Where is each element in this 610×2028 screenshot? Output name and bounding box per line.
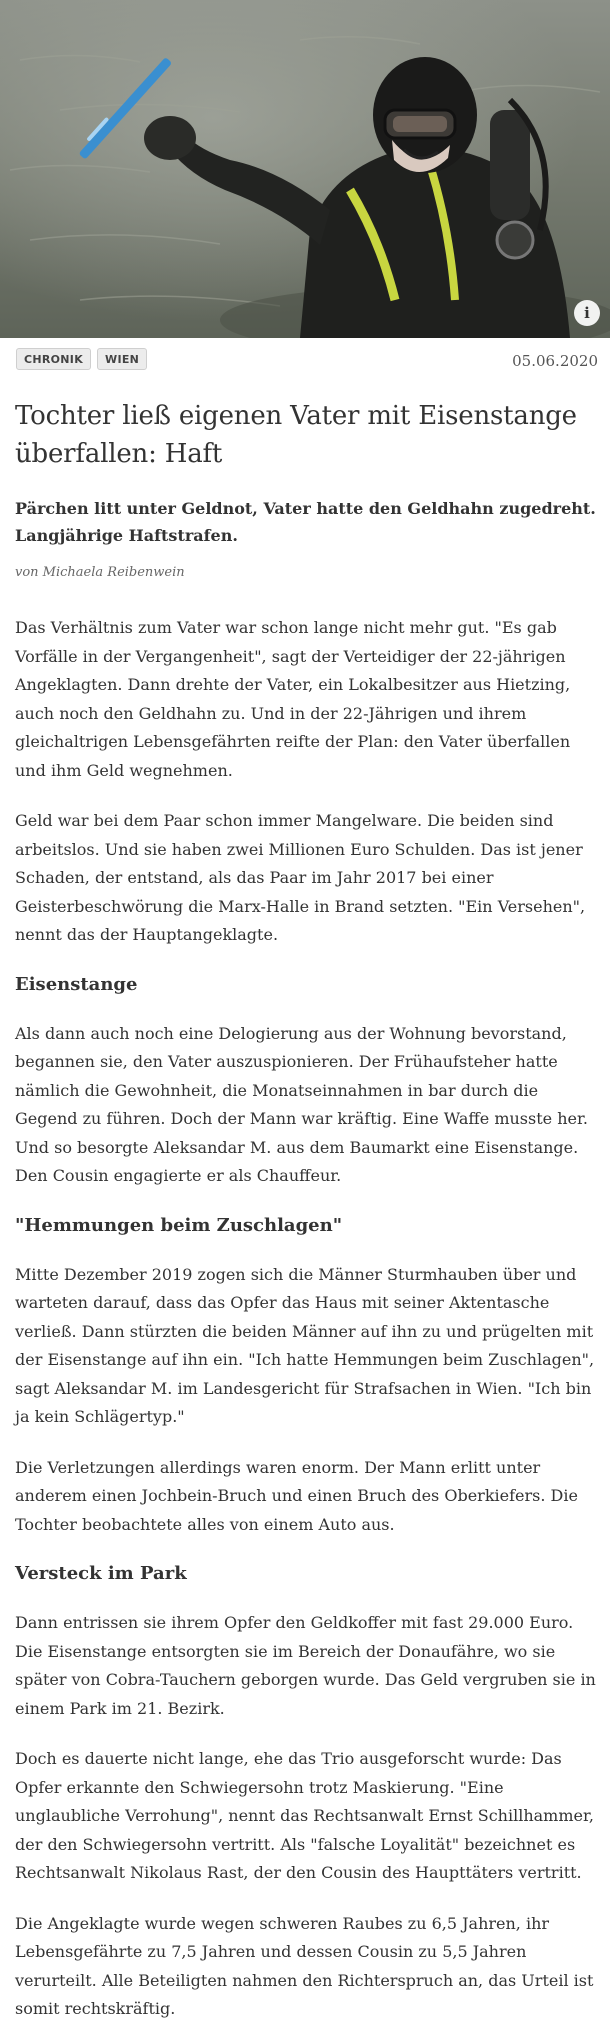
info-icon[interactable]: i <box>574 300 600 326</box>
publish-date: 05.06.2020 <box>512 352 598 370</box>
hero-image <box>0 0 610 338</box>
byline[interactable]: von Michaela Reibenwein <box>15 565 185 580</box>
subheading-eisenstange: Eisenstange <box>15 973 138 995</box>
paragraph: Die Angeklagte wurde wegen schweren Raubes zu 6,5 Jahren, ihr Lebensgefährte zu 7,5 Jahren und dessen Cousin zu 5,5 Jahren verurteilt. Alle Beteiligten nahmen den Richterspruch an, das Urteil ist somit rechtskräftig. <box>15 1913 594 2018</box>
tag-list <box>16 348 147 370</box>
subheading-hemmungen: "Hemmungen beim Zuschlagen" <box>15 1214 343 1236</box>
diver-photo <box>0 0 610 338</box>
tag-wien[interactable]: WIEN <box>97 348 147 370</box>
article-title: Tochter ließ eigenen Vater mit Eisenstange überfallen: Haft <box>15 401 577 469</box>
paragraph: Mitte Dezember 2019 zogen sich die Männer Sturmhauben über und warteten darauf, dass das Opfer das Haus mit seiner Aktentasche verließ. Dann stürzten die beiden Männer auf ihn zu und prügelten mit der Eisenstange auf ihn ein. "Ich hatte Hemmungen beim Zuschlagen", sagt Aleksandar M. im Landesgericht für Strafsachen in Wien. "Ich bin ja kein Schlägertyp." <box>15 1264 595 1426</box>
article-meta <box>0 338 610 378</box>
subheading-versteck: Versteck im Park <box>15 1563 187 1584</box>
tag-chronik[interactable]: CHRONIK <box>16 348 91 370</box>
paragraph: Doch es dauerte nicht lange, ehe das Trio ausgeforscht wurde: Das Opfer erkannte den Schwiegersohn trotz Maskierung. "Eine unglaubliche Verrohung", nennt das Rechtsanwalt Ernst Schillhammer, der den Schwiegersohn vertritt. Als "falsche Loyalität" bezeichnet es Rechtsanwalt Nikolaus Rast, der den Cousin des Haupttäters vertritt. <box>15 1749 594 1882</box>
article <box>0 397 610 2024</box>
paragraph: Das Verhältnis zum Vater war schon lange nicht mehr gut. "Es gab Vorfälle in der Vergangenheit", sagt der Verteidiger der 22-jährigen Angeklagten. Dann drehte der Vater, ein Lokalbesitzer aus Hietzing, auch noch den Geldhahn zu. Und in der 22-Jährigen und ihrem gleichaltrigen Lebensgefährten reifte der Plan: den Vater überfallen und ihm Geld wegnehmen. <box>15 618 571 780</box>
paragraph: Als dann auch noch eine Delogierung aus der Wohnung bevorstand, begannen sie, den Vater auszuspionieren. Der Frühaufsteher hatte nämlich die Gewohnheit, die Monatseinnahmen in bar durch die Gegend zu führen. Doch der Mann war kräftig. Eine Waffe musste her. Und so besorgte Aleksandar M. aus dem Baumarkt eine Eisenstange. Den Cousin engagierte er als Chauffeur. <box>15 1023 588 1185</box>
paragraph: Die Verletzungen allerdings waren enorm. Der Mann erlitt unter anderem einen Jochbein-Bruch und einen Bruch des Oberkiefers. Die Tochter beobachtete alles von einem Auto aus. <box>15 1457 578 1534</box>
paragraph: Geld war bei dem Paar schon immer Mangelware. Die beiden sind arbeitslos. Und sie haben zwei Millionen Euro Schulden. Das ist jener Schaden, der entstand, als das Paar im Jahr 2017 bei einer Geisterbeschwörung die Marx-Halle in Brand setzten. "Ein Versehen", nennt das der Hauptangeklagte. <box>15 811 586 944</box>
article-lead: Pärchen litt unter Geldnot, Vater hatte den Geldhahn zugedreht. Langjährige Haftstrafen. <box>15 499 596 545</box>
paragraph: Dann entrissen sie ihrem Opfer den Geldkoffer mit fast 29.000 Euro. Die Eisenstange entsorgten sie im Bereich der Donaufähre, wo sie später von Cobra-Tauchern geborgen wurde. Das Geld vergruben sie in einem Park im 21. Bezirk. <box>15 1613 596 1718</box>
article-body <box>15 614 596 2024</box>
